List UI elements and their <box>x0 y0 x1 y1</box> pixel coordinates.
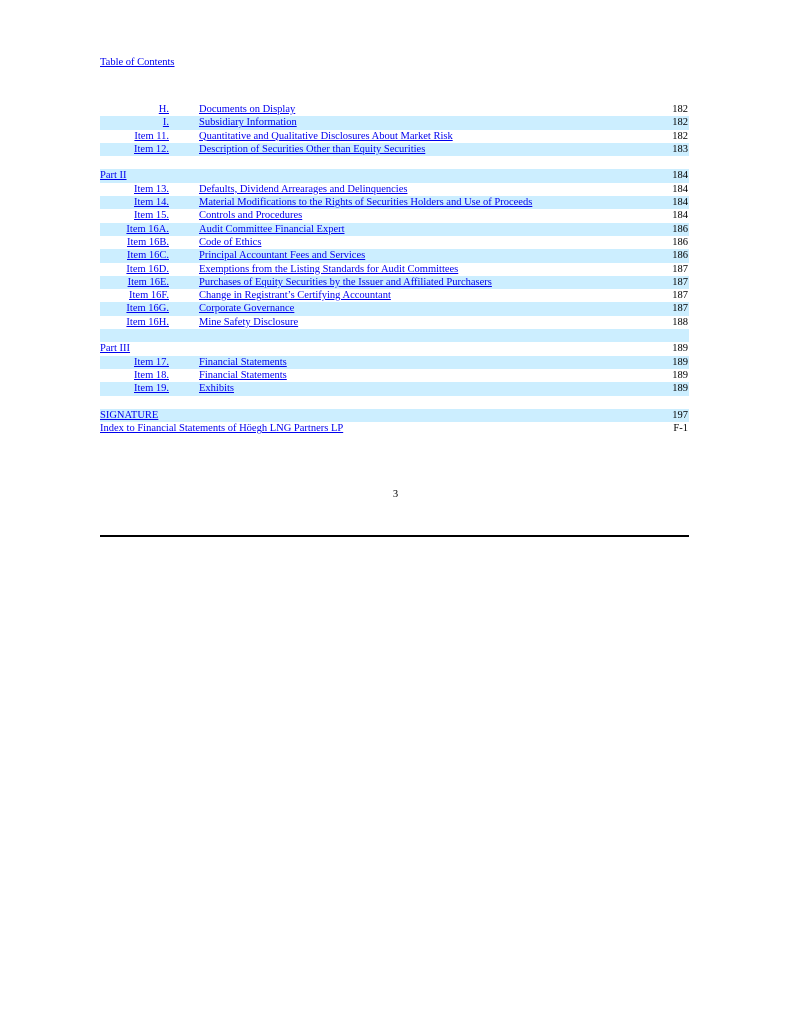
toc-part-link[interactable]: Part III <box>100 343 131 355</box>
page-number: 3 <box>392 489 399 500</box>
toc-page-number: 182 <box>672 117 688 129</box>
toc-page-number: 187 <box>672 276 688 288</box>
toc-page-number: 182 <box>672 104 688 115</box>
toc-item-title-link[interactable]: Quantitative and Qualitative Disclosures About Market Risk <box>199 130 453 142</box>
toc-item-title-link[interactable]: Description of Securities Other than Equity Securities <box>199 143 426 155</box>
toc-item-number-link[interactable]: Item 16G. <box>126 303 169 315</box>
toc-item-number-link[interactable]: Item 16D. <box>126 263 169 275</box>
page-divider <box>100 535 689 537</box>
toc-page-number: 189 <box>672 383 688 395</box>
toc-item-number-link[interactable]: Item 15. <box>134 210 169 222</box>
toc-item-title-link[interactable]: Mine Safety Disclosure <box>199 316 299 328</box>
toc-item-title-link[interactable]: Code of Ethics <box>199 236 262 248</box>
toc-row <box>100 143 689 156</box>
toc-item-number-link[interactable]: Item 19. <box>134 383 169 395</box>
toc-part-row <box>100 409 689 422</box>
toc-spacer-row <box>100 396 689 409</box>
toc-item-title-link[interactable]: Principal Accountant Fees and Services <box>199 250 366 262</box>
toc-item-title-link[interactable]: Change in Registrant’s Certifying Accountant <box>199 290 391 302</box>
toc-page-number: 188 <box>672 316 688 328</box>
toc-item-number-link[interactable]: Item 16E. <box>127 276 169 288</box>
toc-row <box>100 223 689 236</box>
toc-part-row <box>100 342 689 355</box>
toc-page-number: 186 <box>672 223 688 235</box>
toc-item-number-link[interactable]: Item 16B. <box>127 236 169 248</box>
toc-item-number-link[interactable]: Item 17. <box>134 356 169 368</box>
toc-item-title-link[interactable]: Subsidiary Information <box>199 117 297 129</box>
toc-part-row <box>100 422 689 435</box>
toc-part-link[interactable]: Index to Financial Statements of Höegh LNG Partners LP <box>100 423 344 435</box>
toc-item-title-link[interactable]: Defaults, Dividend Arrearages and Delinquencies <box>199 183 408 195</box>
toc-item-number-link[interactable]: Item 16C. <box>127 250 169 262</box>
toc-item-number-link[interactable]: Item 18. <box>134 369 169 381</box>
table-of-contents-link[interactable]: Table of Contents <box>100 57 175 68</box>
toc-page-number: 183 <box>672 143 688 155</box>
toc-page-number: 182 <box>672 130 688 142</box>
toc-item-number-link[interactable]: Item 12. <box>134 143 169 155</box>
toc-spacer-row <box>100 156 689 169</box>
toc-page-number: 184 <box>672 210 688 222</box>
toc-item-number-link[interactable]: Item 13. <box>134 183 169 195</box>
toc-item-title-link[interactable]: Purchases of Equity Securities by the Issuer and Affiliated Purchasers <box>199 276 492 288</box>
toc-row <box>100 369 689 382</box>
toc-part-link[interactable]: SIGNATURE <box>100 409 159 421</box>
toc-row <box>100 263 689 276</box>
toc-row <box>100 130 689 143</box>
toc-page-number: 189 <box>672 343 688 355</box>
toc-part-link[interactable]: Part II <box>100 170 127 182</box>
toc-item-number-link[interactable]: Item 16F. <box>129 290 169 302</box>
toc-item-number-link[interactable]: Item 14. <box>134 197 169 209</box>
toc-page-number: 187 <box>672 303 688 315</box>
toc-page-number: 197 <box>672 409 688 421</box>
toc-row <box>100 276 689 289</box>
toc-row <box>100 103 689 116</box>
toc-table <box>100 103 689 435</box>
toc-page-number: 189 <box>672 356 688 368</box>
toc-page-number: 186 <box>672 236 688 248</box>
toc-item-title-link[interactable]: Controls and Procedures <box>199 210 303 222</box>
toc-item-title-link[interactable]: Corporate Governance <box>199 303 295 315</box>
toc-row <box>100 289 689 302</box>
toc-page-number: 184 <box>672 197 688 209</box>
toc-item-number-link[interactable]: Item 16H. <box>126 316 169 328</box>
toc-item-title-link[interactable]: Exemptions from the Listing Standards for Audit Committees <box>199 263 459 275</box>
toc-page-number: 187 <box>672 290 688 302</box>
toc-item-title-link[interactable]: Material Modifications to the Rights of Securities Holders and Use of Proceeds <box>199 197 533 209</box>
toc-item-title-link[interactable]: Audit Committee Financial Expert <box>199 223 345 235</box>
toc-item-title-link[interactable]: Financial Statements <box>199 369 287 381</box>
toc-item-title-link[interactable]: Financial Statements <box>199 356 287 368</box>
toc-item-title-link[interactable]: Documents on Display <box>199 104 296 115</box>
toc-row <box>100 209 689 222</box>
toc-row <box>100 196 689 209</box>
toc-row <box>100 356 689 369</box>
toc-row <box>100 236 689 249</box>
toc-page-number: 186 <box>672 250 688 262</box>
toc-page-number: 187 <box>672 263 688 275</box>
toc-row <box>100 382 689 395</box>
toc-item-number-link[interactable]: I. <box>162 117 169 129</box>
toc-row <box>100 116 689 129</box>
toc-item-number-link[interactable]: Item 11. <box>134 130 169 142</box>
toc-spacer-row <box>100 329 689 342</box>
toc-row <box>100 183 689 196</box>
toc-row <box>100 249 689 262</box>
toc-row <box>100 302 689 315</box>
toc-item-number-link[interactable]: Item 16A. <box>126 223 169 235</box>
toc-item-number-link[interactable]: H. <box>158 104 169 115</box>
toc-page-number: F-1 <box>673 423 688 435</box>
toc-page-number: 189 <box>672 369 688 381</box>
toc-page-number: 184 <box>672 183 688 195</box>
toc-row <box>100 316 689 329</box>
toc-item-title-link[interactable]: Exhibits <box>199 383 235 395</box>
toc-part-row <box>100 169 689 182</box>
toc-page-number: 184 <box>672 170 688 182</box>
